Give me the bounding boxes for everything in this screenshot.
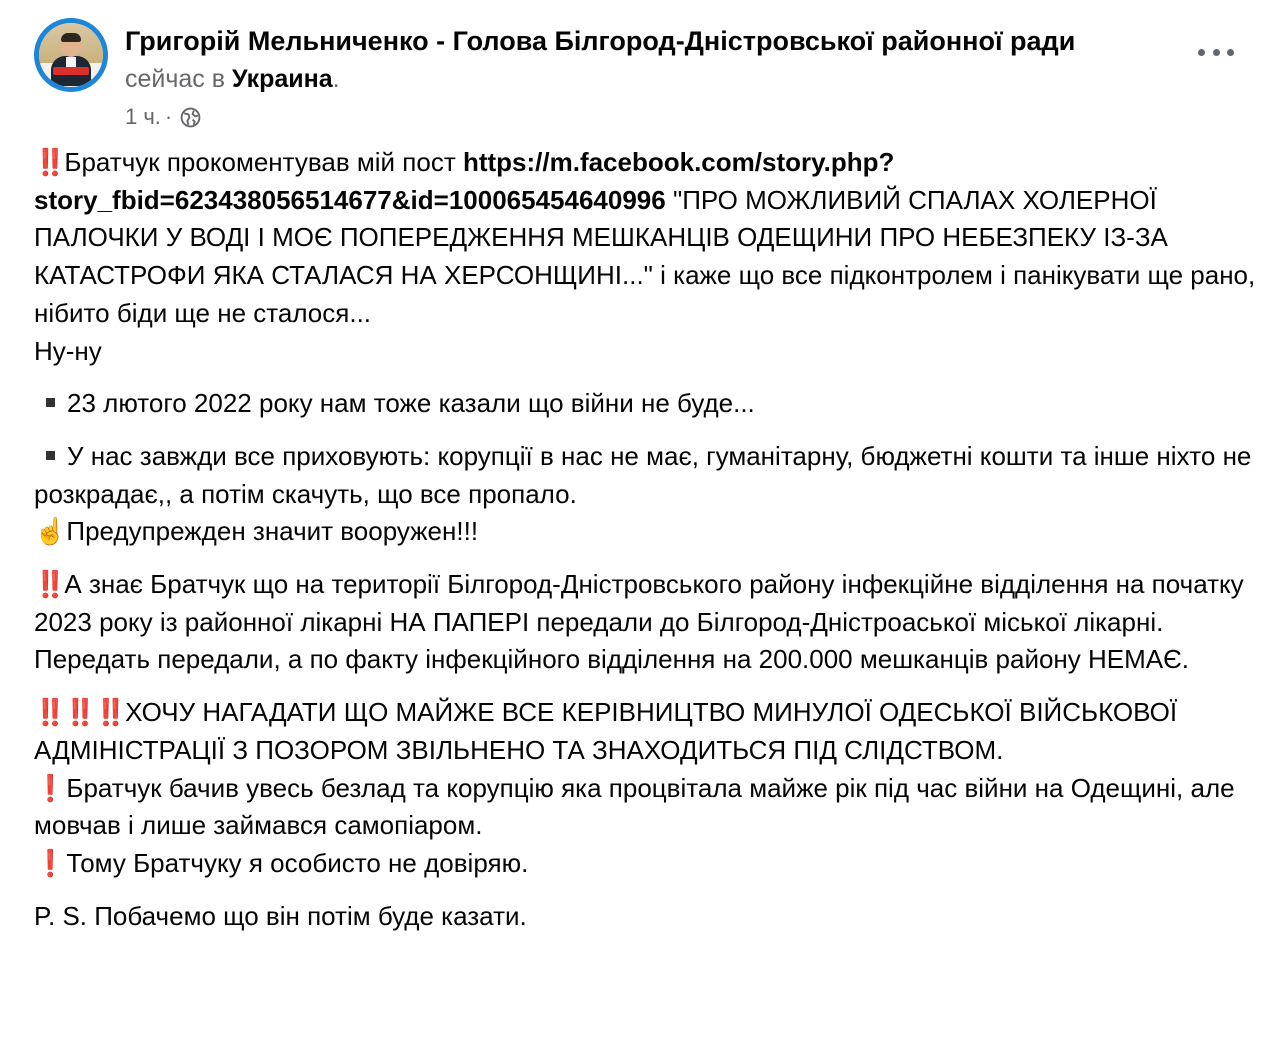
warning-text: Предупрежден значит вооружен!!! [66,516,479,547]
bullet-item-2 [34,438,1260,513]
paragraph-3 [34,566,1260,641]
pointing-finger-icon: ☝️ [34,516,67,547]
p4-line3 [34,845,1260,883]
more-options-icon[interactable] [1198,40,1234,64]
post-body [34,144,1260,935]
bullet-text-1: 23 лютого 2022 року нам тоже казали що війни не буде... [67,388,755,419]
exclamation-icon: ❗ [34,847,67,878]
avatar-photo [39,23,103,87]
bullet-item-1 [34,385,1260,423]
p3-line2: Передать передали, а по факту інфекційного відділення на 200.000 мешканців району НЕМАЄ. [34,644,1190,675]
bullet-icon [46,451,55,460]
location-prefix: сейчас в [125,65,226,93]
p4-line3-text: Тому Братчуку я особисто не довіряю. [66,847,529,878]
globe-icon [180,107,201,128]
p4-line2 [34,770,1260,845]
post-header [34,18,1254,138]
exclamation-icon: ❗ [34,772,67,803]
paragraph-4 [34,694,1260,769]
double-exclamation-icon: ‼️ [34,569,65,600]
paragraph-1 [34,144,1260,333]
postscript: P. S. Побачемо що він потім буде казати. [34,900,527,931]
author-name[interactable]: Григорій Мельниченко - Голова Білгород-Дністровської районної ради [125,26,1076,56]
triple-double-exclamation-icon: ‼️‼️‼️ [34,697,126,728]
double-exclamation-icon: ‼️ [34,147,65,177]
post-time[interactable]: 1 ч. [125,104,161,129]
p1-text: Братчук прокоментував мій пост [64,147,463,177]
bullet-icon [46,398,55,407]
p1-line2: Ну-ну [34,335,102,366]
p4-line2-text: Братчук бачив увесь безлад та корупцію яка процвітала майже рік під час війни на Одещині, але мовчав і лише займався самопіаром. [34,772,1235,841]
warning-line [34,513,1260,551]
p3-text: А знає Братчук що на території Білгород-Дністровського району інфекційне відділення на початку 2023 року із районної лікарні НА ПАПЕРІ передали до Білгород-Дністроаської міської лікарні. [34,569,1244,637]
author-avatar[interactable] [34,18,108,92]
post-link[interactable]: https://m.facebook.com/story.php?story_fbid=623438056514677&id=100065454640996 [34,147,895,215]
post-location [125,65,340,94]
bullet-text-2: У нас завжди все приховують: корупції в нас не має, гуманітарну, бюджетні кошти та інше ніхто не розкрадає,, а потім скачуть, що все пропало. [34,440,1252,509]
location-suffix: . [332,65,340,93]
p4-text: ХОЧУ НАГАДАТИ ЩО МАЙЖЕ ВСЕ КЕРІВНИЦТВО МИНУЛОЇ ОДЕСЬКОЇ ВІЙСЬКОВОЇ АДМІНІСТРАЦІЇ З ПОЗОРОМ ЗВІЛЬНЕНО ТА ЗНАХОДИТЬСЯ ПІД СЛІДСТВОМ. [34,697,1178,765]
post-meta [125,104,201,130]
location-link[interactable]: Украина [231,65,333,93]
p1-rest: "ПРО МОЖЛИВИЙ СПАЛАХ ХОЛЕРНОЇ ПАЛОЧКИ У ВОДІ І МОЄ ПОПЕРЕДЖЕННЯ МЕШКАНЦІВ ОДЕЩИНИ ПРО НЕБЕЗПЕКУ ІЗ-ЗА КАТАСТРОФИ ЯКА СТАЛАСЯ НА ХЕРСОНЩИНІ..." і каже що все підконтролем і панікувати ще рано, нібито біди ще не сталося... [34,184,1256,328]
meta-separator: · [164,104,173,129]
